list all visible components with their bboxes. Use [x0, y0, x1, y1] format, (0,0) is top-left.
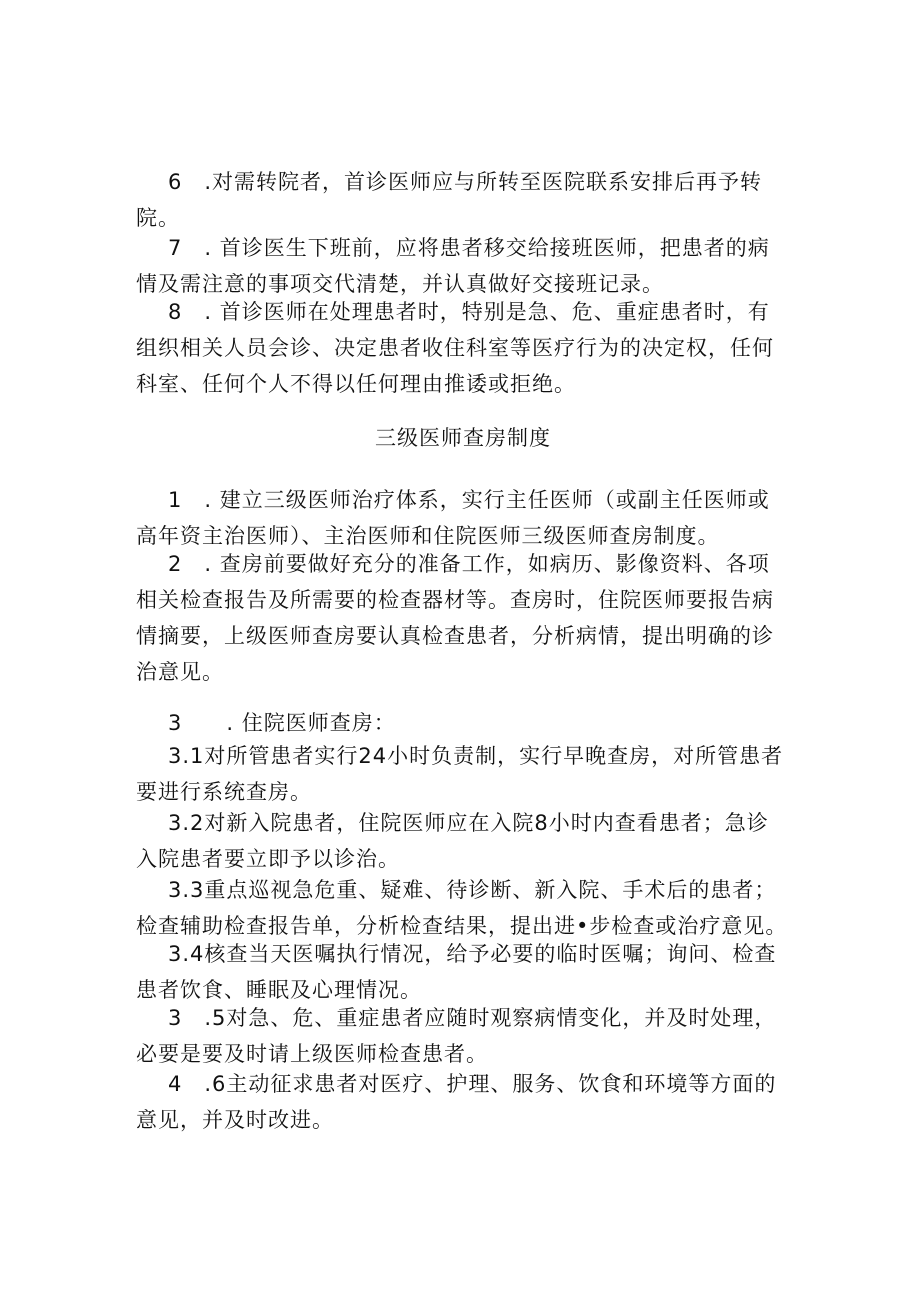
paragraph-6: 6 .对需转院者，首诊医师应与所转至医院联系安排后再予转院。 [136, 170, 763, 230]
rounds-paragraph-3: 3 . 住院医师查房： [168, 711, 396, 735]
rounds-paragraph-1: 1 . 建立三级医师治疗体系，实行主任医师（或副主任医师或高年资主治医师）、主治医师和住院医师三级医师查房制度。 [136, 488, 770, 548]
rounds-paragraph-4-6: 4 .6主动征求患者对医疗、护理、服务、饮食和环境等方面的意见，并及时改进。 [136, 1072, 777, 1132]
section-heading: 三级医师查房制度 [375, 426, 551, 450]
rounds-paragraph-3-4: 3.4核查当天医嘱执行情况，给予必要的临时医嘱；询问、检查患者饮食、睡眠及心理情况。 [136, 942, 777, 1002]
paragraph-7: 7 . 首诊医生下班前，应将患者移交给接班医师，把患者的病情及需注意的事项交代清楚，并认真做好交接班记录。 [136, 236, 770, 296]
paragraph-8: 8 . 首诊医师在处理患者时，特别是急、危、重症患者时，有组织相关人员会诊、决定患者收住科室等医疗行为的决定权，任何科室、任何个人不得以任何理由推诿或拒绝。 [136, 300, 774, 396]
rounds-paragraph-2: 2 . 查房前要做好充分的准备工作，如病历、影像资料、各项相关检查报告及所需要的检查器材等。查房时，住院医师要报告病情摘要，上级医师查房要认真检查患者，分析病情，提出明确的诊治意见。 [136, 552, 774, 684]
rounds-paragraph-3-1: 3.1对所管患者实行24小时负责制，实行早晚查房，对所管患者要进行系统查房。 [136, 744, 784, 804]
rounds-paragraph-3-5: 3 .5对急、危、重症患者应随时观察病情变化，并及时处理，必要是要及时请上级医师检查患者。 [136, 1006, 777, 1066]
rounds-paragraph-3-3: 3.3重点巡视急危重、疑难、待诊断、新入院、手术后的患者；检查辅助检查报告单，分析检查结果，提出进•步检查或治疗意见。 [136, 878, 788, 938]
rounds-paragraph-3-2: 3.2对新入院患者，住院医师应在入院8小时内查看患者；急诊入院患者要立即予以诊治。 [136, 811, 769, 871]
